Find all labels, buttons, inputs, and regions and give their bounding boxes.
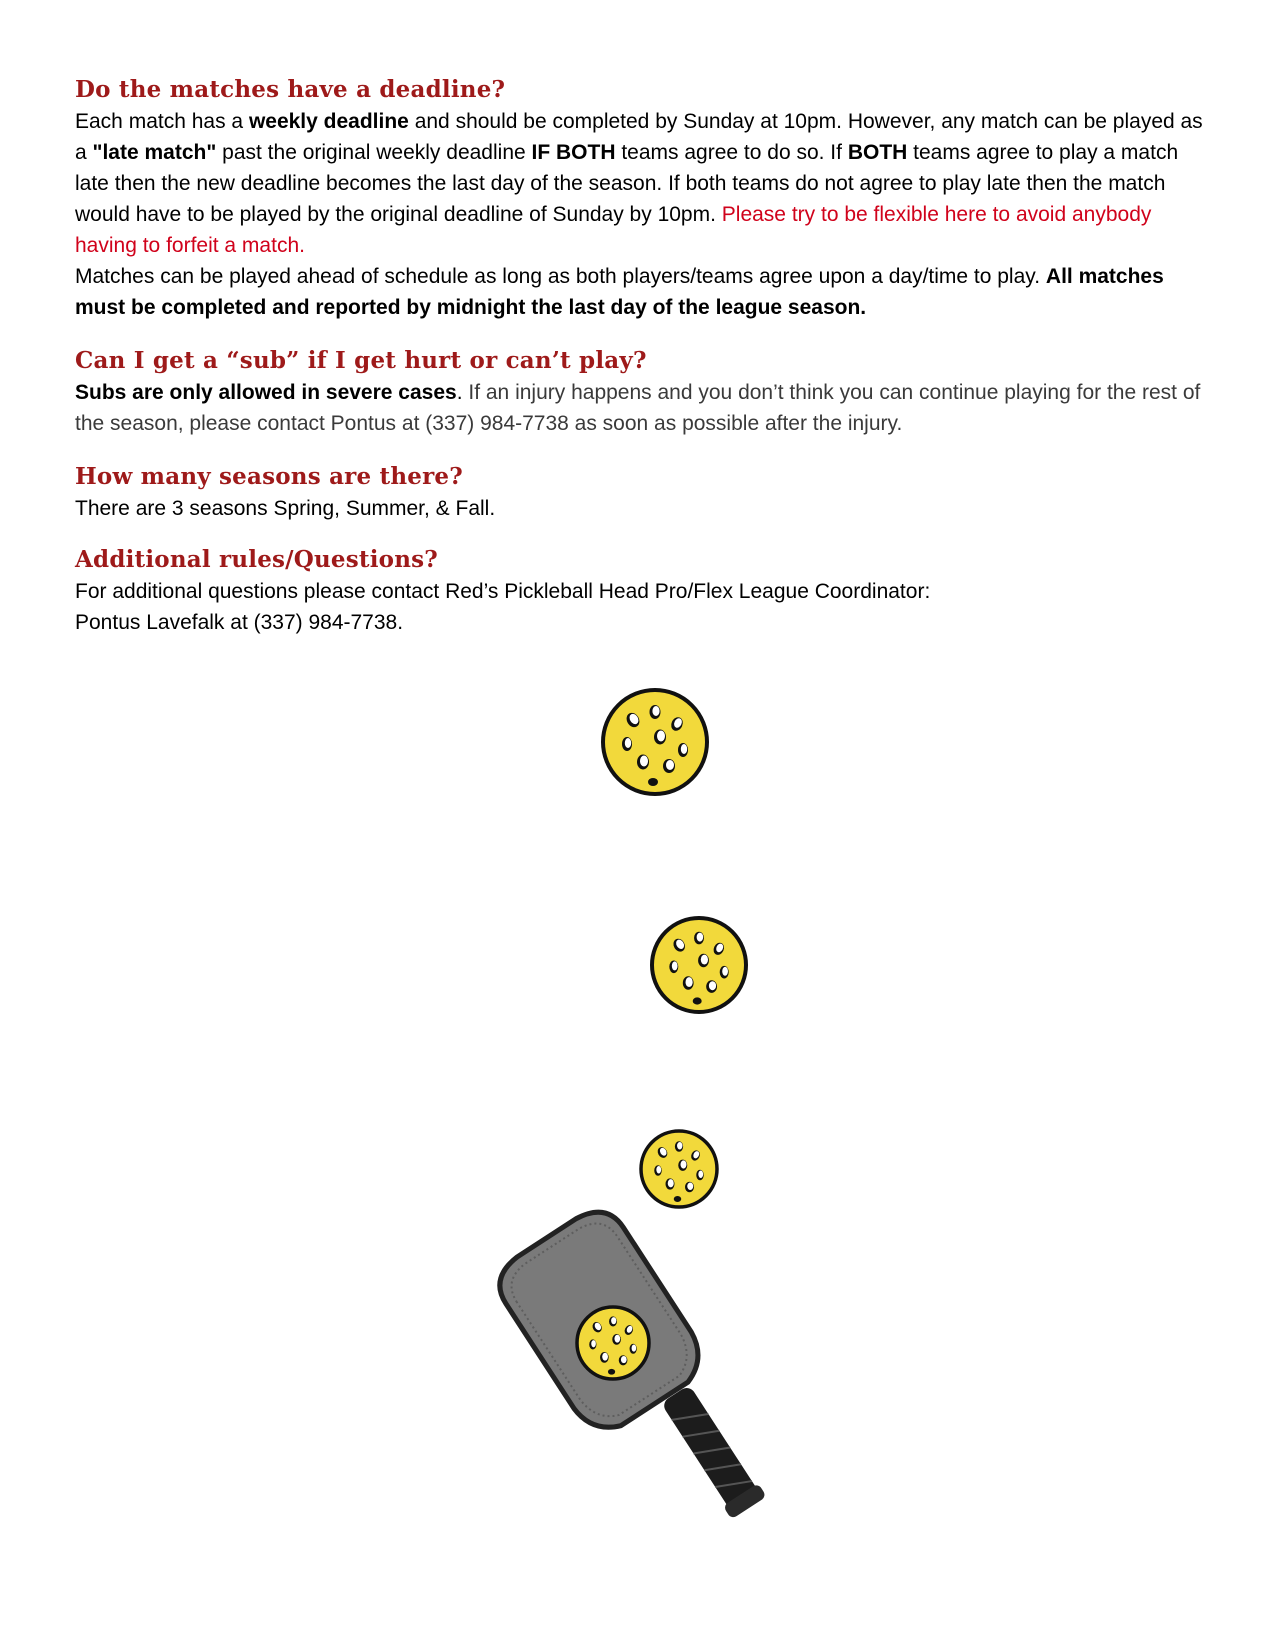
answer-bold-text: BOTH bbox=[847, 141, 908, 164]
answer-text: Each match has a bbox=[75, 110, 249, 133]
faq-section-deadline bbox=[75, 74, 1205, 323]
faq-heading: Additional rules/Questions? bbox=[75, 546, 438, 573]
section-spacer bbox=[75, 323, 1205, 345]
answer-text: Matches can be played ahead of schedule as long as both players/teams agree upon a day/time to play. bbox=[75, 265, 1046, 288]
answer-highlight-text: Please try to be flexible here to avoid anybody having to forfeit a match. bbox=[75, 203, 1152, 257]
answer-text: teams agree to do so. If bbox=[615, 141, 848, 164]
faq-answer bbox=[75, 377, 1205, 439]
answer-text: and should be completed by Sunday at 10pm. However, any match can be played as a bbox=[75, 110, 1203, 164]
answer-bold-text: weekly deadline bbox=[248, 110, 409, 133]
answer-text: . bbox=[456, 381, 469, 404]
pickleball-icon bbox=[577, 1307, 649, 1379]
faq-heading: Do the matches have a deadline? bbox=[75, 76, 506, 103]
pickleball-paddle-icon bbox=[488, 1200, 767, 1520]
faq-answer: There are 3 seasons Spring, Summer, & Fall. bbox=[75, 497, 496, 520]
faq-section-seasons bbox=[75, 461, 1205, 524]
answer-text: past the original weekly deadline bbox=[216, 141, 532, 164]
faq-document bbox=[75, 74, 1205, 638]
pickleball-icon bbox=[603, 690, 707, 794]
faq-heading: Can I get a “sub” if I get hurt or can’t play? bbox=[75, 347, 647, 374]
pickleball-icon bbox=[641, 1131, 717, 1207]
faq-heading: How many seasons are there? bbox=[75, 463, 463, 490]
faq-section-additional bbox=[75, 544, 1205, 638]
answer-bold-text: IF BOTH bbox=[531, 141, 616, 164]
faq-answer bbox=[75, 261, 1205, 323]
section-spacer bbox=[75, 524, 1205, 544]
answer-bold-text: "late match" bbox=[92, 141, 217, 164]
answer-text: teams agree to play a match late then the new deadline becomes the last day of the season. If both teams do not agree to play late then the match would have to be played by the original deadline of Sunday by 10pm. bbox=[75, 141, 1179, 226]
answer-bold-text: All matches must be completed and reported by midnight the last day of the league season. bbox=[75, 265, 1164, 319]
section-spacer bbox=[75, 439, 1205, 461]
faq-section-sub bbox=[75, 345, 1205, 439]
answer-bold-text: Subs are only allowed in severe cases bbox=[75, 381, 457, 404]
faq-answer bbox=[75, 106, 1205, 261]
pickleball-icon bbox=[652, 918, 746, 1012]
faq-answer: For additional questions please contact Red’s Pickleball Head Pro/Flex League Coordinator: bbox=[75, 580, 931, 603]
faq-answer: Pontus Lavefalk at (337) 984-7738. bbox=[75, 611, 404, 634]
answer-text: If an injury happens and you don’t think you can continue playing for the rest of the season, please contact Pontus at (337) 984-7738 as soon as possible after the injury. bbox=[75, 381, 1201, 435]
